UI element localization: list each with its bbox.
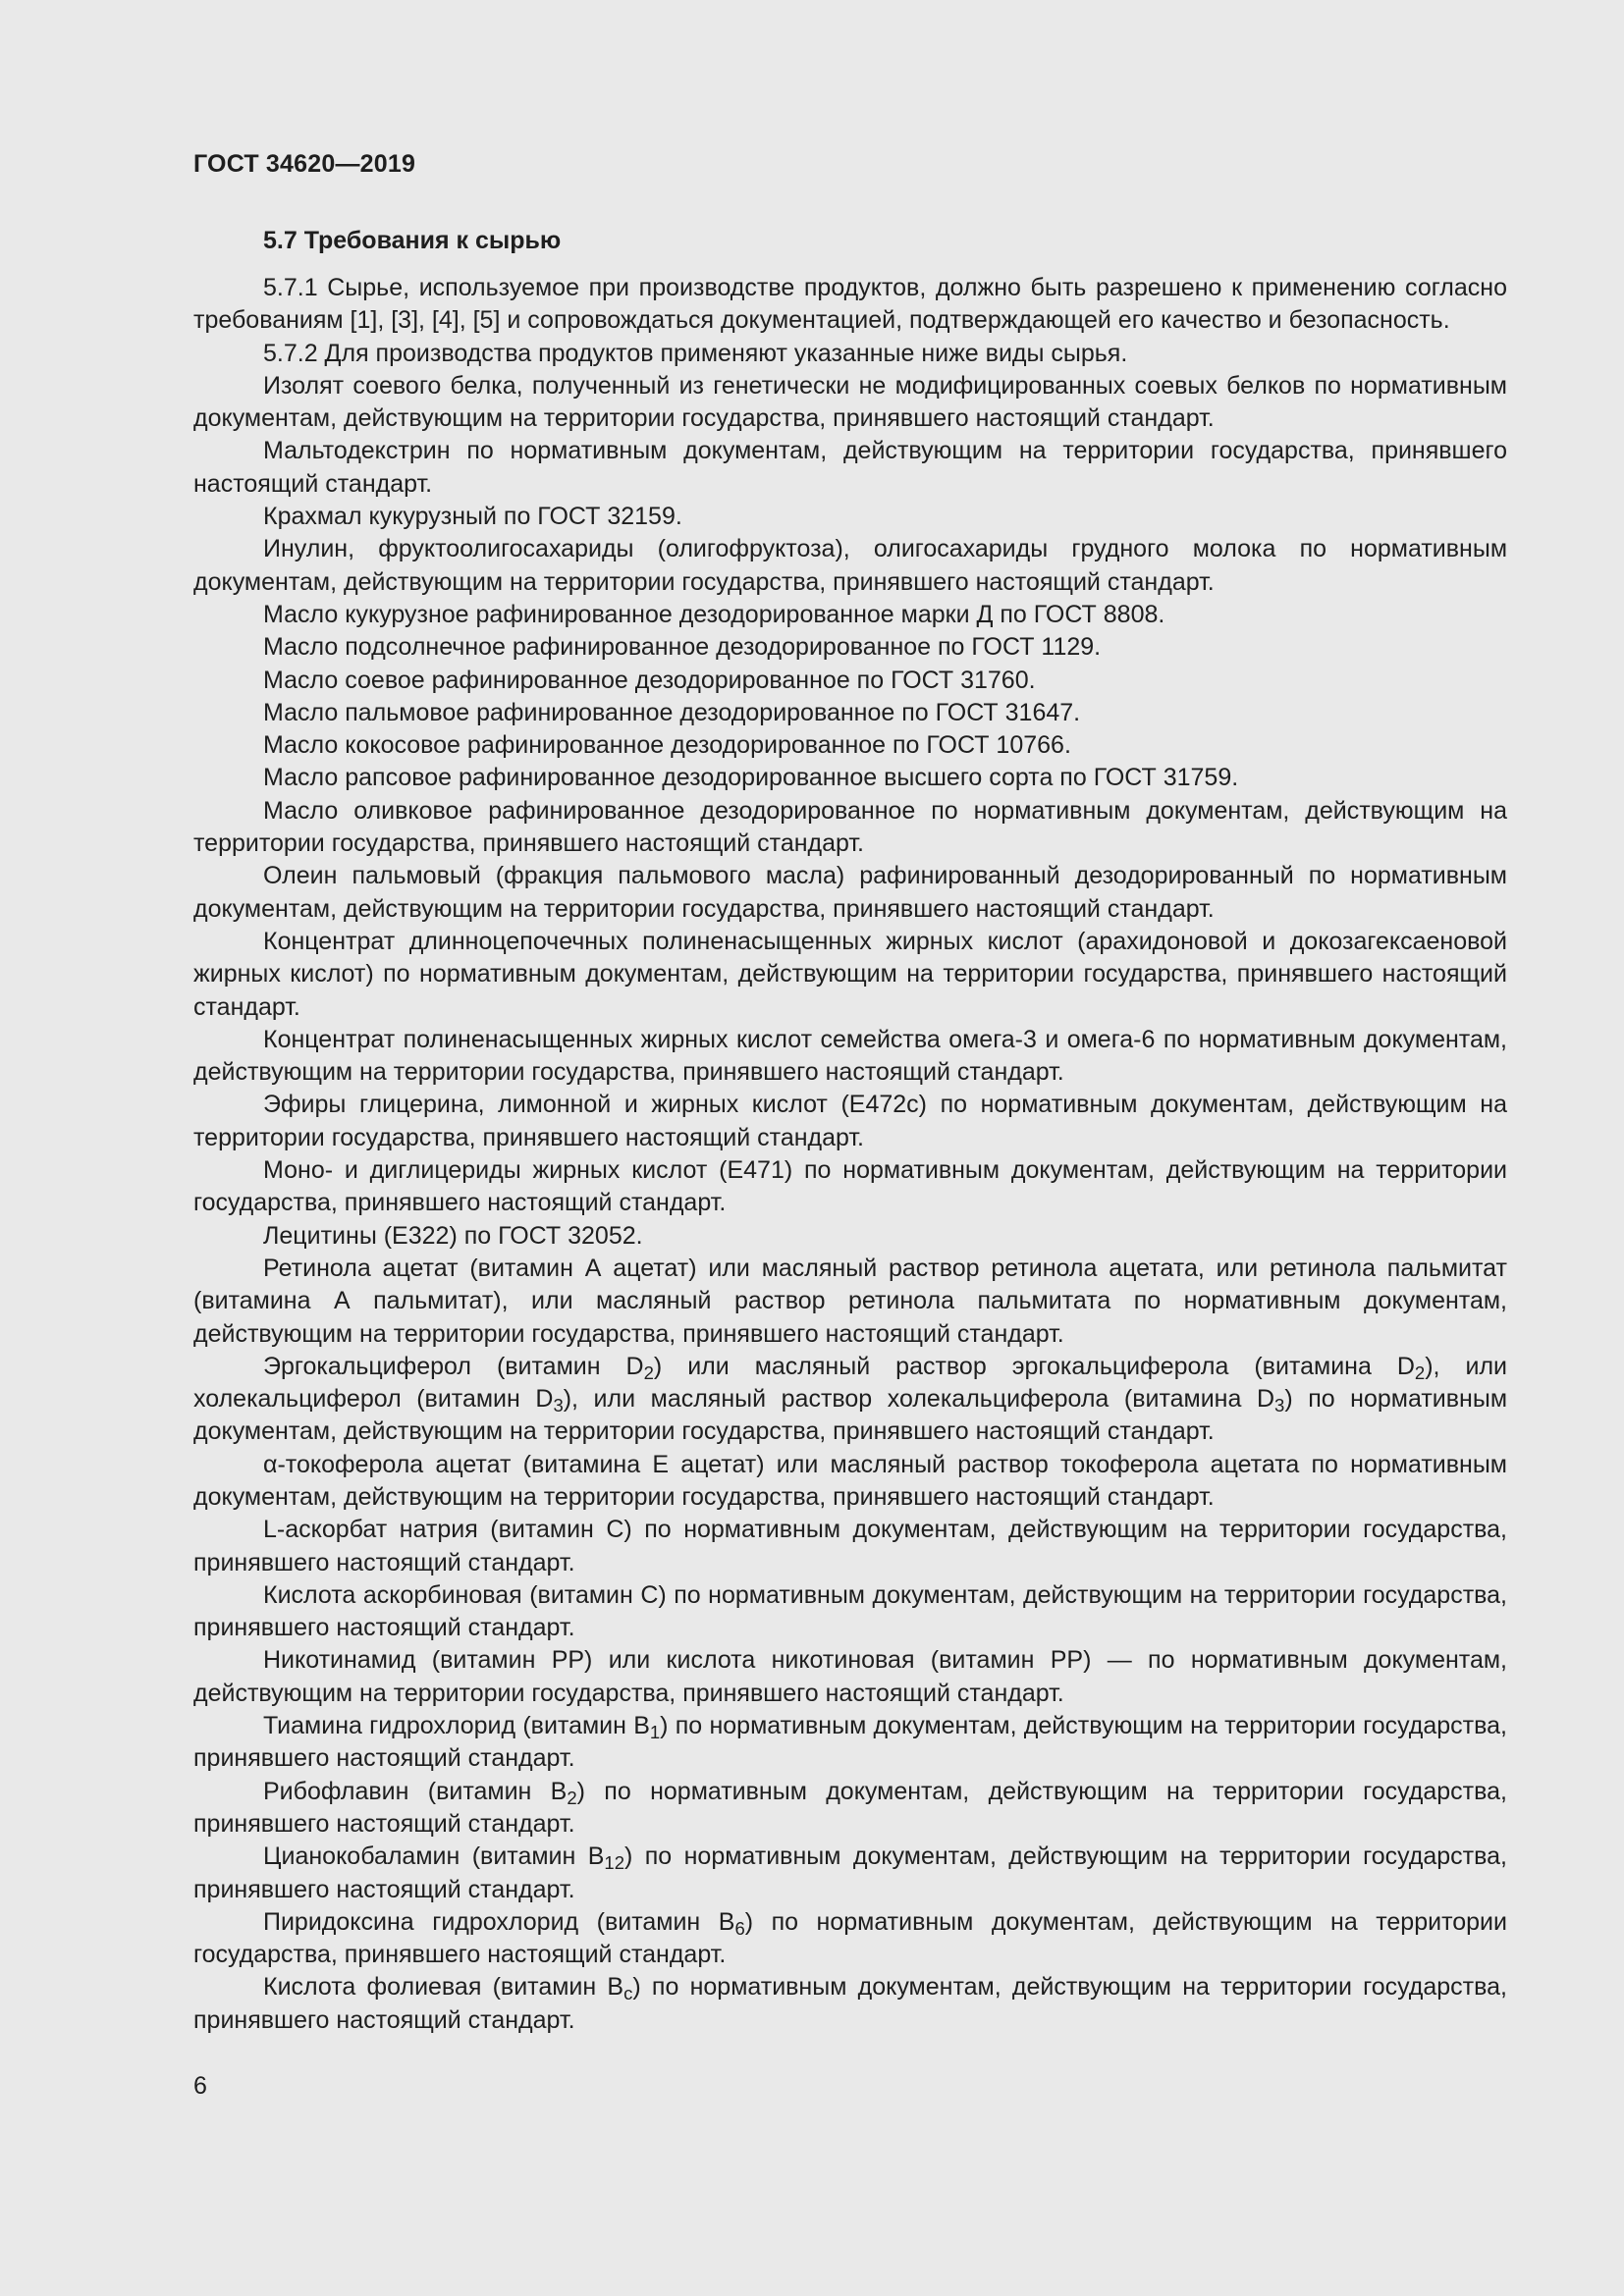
paragraph <box>193 1841 1507 1906</box>
paragraph: Лецитины (Е322) по ГОСТ 32052. <box>263 1221 643 1250</box>
paragraph-text-segment: ) по нормативным документам, действующим на территории государства, принявшего настоящий стандарт. <box>193 1842 1507 1903</box>
paragraph-text-segment: Цианокобаламин (витамин В <box>263 1842 605 1871</box>
paragraph-text-segment: ), или холекальциферол (витамин D <box>193 1352 1507 1414</box>
paragraph: 5.7.1 Сырье, используемое при производстве продуктов, должно быть разрешено к применению согласно требованиям [1], [3], [4], [5] и сопровождаться документацией, подтверждающей его качество и безопасность. <box>193 274 1507 335</box>
paragraph-text-segment: Кислота фолиевая (витамин В <box>263 1973 624 2002</box>
paragraph: Никотинамид (витамин РР) или кислота никотиновая (витамин РР) — по нормативным документам, действующим на территории государства, принявшего настоящий стандарт. <box>193 1646 1507 1707</box>
paragraph-text-segment: ), или масляный раствор холекальциферола (витамина D <box>563 1385 1275 1414</box>
paragraph: Мальтодекстрин по нормативным документам, действующим на территории государства, принявшего настоящий стандарт. <box>193 437 1507 498</box>
paragraph: 5.7.2 Для производства продуктов применяют указанные ниже виды сырья. <box>263 339 1128 367</box>
paragraph: Концентрат полиненасыщенных жирных кислот семейства омега-3 и омега-6 по нормативным документам, действующим на территории государства, принявшего настоящий стандарт. <box>193 1025 1507 1087</box>
paragraph: Ретинола ацетат (витамин А ацетат) или масляный раствор ретинола ацетата, или ретинола пальмитат (витамина А пальмитат), или масляный раствор ретинола пальмитата по нормативным документам, действующим на территории государства, принявшего настоящий стандарт. <box>193 1254 1507 1348</box>
paragraph: Масло кокосовое рафинированное дезодорированное по ГОСТ 10766. <box>263 731 1071 760</box>
page-number: 6 <box>193 2072 207 2100</box>
paragraph-text-segment: ) или масляный раствор эргокальциферола (витамина D <box>653 1352 1415 1380</box>
paragraph: Эфиры глицерина, лимонной и жирных кислот (Е472с) по нормативным документам, действующим на территории государства, принявшего настоящий стандарт. <box>193 1091 1507 1151</box>
paragraph: Масло пальмовое рафинированное дезодорированное по ГОСТ 31647. <box>263 698 1081 726</box>
subscript: 2 <box>567 1787 577 1808</box>
paragraph: Масло подсолнечное рафинированное дезодорированное по ГОСТ 1129. <box>263 633 1102 662</box>
paragraph-text-segment: ) по нормативным документам, действующим на территории государства, принявшего настоящий стандарт. <box>193 1385 1508 1446</box>
subscript: 3 <box>1274 1395 1285 1416</box>
document-body <box>193 224 1507 2037</box>
subscript: c <box>623 1983 633 2004</box>
subscript: 2 <box>643 1362 654 1383</box>
paragraph: Инулин, фруктоолигосахариды (олигофруктоза), олигосахариды грудного молока по нормативным документам, действующим на территории государства, принявшего настоящий стандарт. <box>193 535 1507 596</box>
paragraph: Крахмал кукурузный по ГОСТ 32159. <box>263 503 682 531</box>
paragraph-text-segment: Рибофлавин (витамин В <box>263 1777 568 1805</box>
paragraph <box>193 1710 1507 1776</box>
subscript: 3 <box>553 1395 564 1416</box>
paragraph: Масло оливковое рафинированное дезодорированное по нормативным документам, действующим на территории государства, принявшего настоящий стандарт. <box>193 796 1507 858</box>
paragraph <box>193 1906 1507 1972</box>
paragraph: Масло кукурузное рафинированное дезодорированное марки Д по ГОСТ 8808. <box>263 600 1165 628</box>
subscript: 1 <box>649 1722 661 1743</box>
paragraph: Изолят соевого белка, полученный из генетически не модифицированных соевых белков по нормативным документам, действующим на территории государства, принявшего настоящий стандарт. <box>193 371 1507 433</box>
paragraph-text-segment: Эргокальциферол (витамин D <box>263 1352 644 1380</box>
document-header-id: ГОСТ 34620—2019 <box>193 150 416 178</box>
paragraph: Концентрат длинноцепочечных полиненасыщенных жирных кислот (арахидоновой и докозагексаеновой жирных кислот) по нормативным документам, действующим на территории государства, принявшего настоящий стандарт. <box>193 927 1507 1021</box>
paragraph: L-аскорбат натрия (витамин С) по нормативным документам, действующим на территории государства, принявшего настоящий стандарт. <box>193 1516 1507 1576</box>
paragraph <box>193 1971 1507 2037</box>
paragraph: Масло соевое рафинированное дезодорированное по ГОСТ 31760. <box>263 666 1036 694</box>
paragraph-text-segment: Тиамина гидрохлорид (витамин В <box>263 1712 650 1740</box>
paragraph-text-segment: ) по нормативным документам, действующим на территории государства, принявшего настоящий стандарт. <box>193 1973 1507 2034</box>
section-title: 5.7 Требования к сырью <box>263 227 562 254</box>
paragraph-list <box>193 272 1507 2037</box>
paragraph: α-токоферола ацетат (витамина Е ацетат) или масляный раствор токоферола ацетата по нормативным документам, действующим на территории государства, принявшего настоящий стандарт. <box>193 1450 1507 1511</box>
paragraph-text-segment: ) по нормативным документам, действующим на территории государства, принявшего настоящий стандарт. <box>193 1777 1507 1838</box>
subscript: 2 <box>1414 1362 1426 1383</box>
paragraph-text-segment: Пиридоксина гидрохлорид (витамин В <box>263 1907 735 1936</box>
subscript: 12 <box>604 1852 624 1874</box>
paragraph <box>193 1776 1507 1842</box>
paragraph-text-segment: ) по нормативным документам, действующим на территории государства, принявшего настоящий стандарт. <box>193 1712 1507 1773</box>
paragraph: Масло рапсовое рафинированное дезодорированное высшего сорта по ГОСТ 31759. <box>263 764 1239 792</box>
paragraph: Моно- и диглицериды жирных кислот (Е471) по нормативным документам, действующим на территории государства, принявшего настоящий стандарт. <box>193 1156 1507 1217</box>
paragraph-text-segment: ) по нормативным документам, действующим на территории государства, принявшего настоящий стандарт. <box>193 1907 1507 1969</box>
subscript: 6 <box>734 1918 745 1940</box>
paragraph <box>193 1351 1507 1449</box>
paragraph: Олеин пальмовый (фракция пальмового масла) рафинированный дезодорированный по нормативным документам, действующим на территории государства, принявшего настоящий стандарт. <box>193 862 1507 923</box>
paragraph: Кислота аскорбиновая (витамин С) по нормативным документам, действующим на территории государства, принявшего настоящий стандарт. <box>193 1580 1507 1642</box>
